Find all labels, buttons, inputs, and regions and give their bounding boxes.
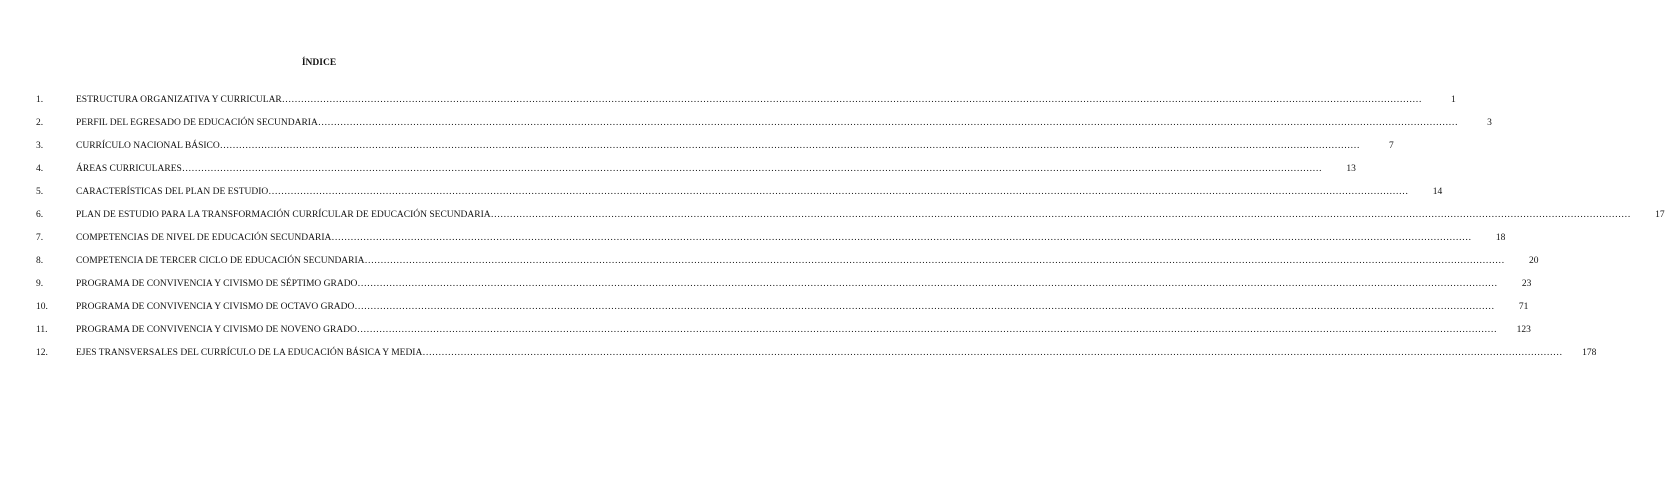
toc-entry-title: COMPETENCIAS DE NIVEL DE EDUCACIÓN SECUNDARIA	[76, 233, 332, 243]
toc-entry-number: 12.	[36, 348, 48, 358]
leader-dots: ………………………………………………………………………………………………………………………………………………………………………………………………………………………………………………………………………………………………………………………………	[219, 141, 1360, 151]
toc-entry-number: 2.	[36, 118, 44, 128]
toc-entry[interactable]	[36, 94, 1456, 117]
toc-entry-title: ESTRUCTURA ORGANIZATIVA Y CURRICULAR	[76, 95, 282, 105]
toc-entry-number: 8.	[36, 256, 44, 266]
toc-entry-title: ÁREAS CURRICULARES	[76, 164, 182, 174]
toc-entry-page: 178	[1582, 348, 1597, 358]
toc-entry-title: EJES TRANSVERSALES DEL CURRÍCULO DE LA EDUCACIÓN BÁSICA Y MEDIA	[76, 348, 423, 358]
toc-entry-page: 23	[1521, 279, 1532, 289]
toc-entry-number: 5.	[36, 187, 44, 197]
leader-dots: ………………………………………………………………………………………………………………………………………………………………………………………………………………………………………………………………………………………………………………………………	[364, 256, 1505, 266]
toc-entry-number: 9.	[36, 279, 44, 289]
toc-entry[interactable]	[36, 324, 1531, 347]
toc-entry[interactable]	[36, 301, 1529, 324]
toc-entry-title: PLAN DE ESTUDIO PARA LA TRANSFORMACIÓN CURRÍCULAR DE EDUCACIÓN SECUNDARIA	[76, 210, 491, 220]
leader-dots: ………………………………………………………………………………………………………………………………………………………………………………………………………………………………………………………………………………………………………………………………	[422, 348, 1563, 358]
leader-dots: ………………………………………………………………………………………………………………………………………………………………………………………………………………………………………………………………………………………………………………………………	[357, 279, 1498, 289]
toc-entry-page: 7	[1389, 141, 1394, 151]
leader-dots: ………………………………………………………………………………………………………………………………………………………………………………………………………………………………………………………………………………………………………………………………	[268, 187, 1409, 197]
toc-entry-title: PROGRAMA DE CONVIVENCIA Y CIVISMO DE OCTAVO GRADO	[76, 302, 355, 312]
leader-dots: ………………………………………………………………………………………………………………………………………………………………………………………………………………………………………………………………………………………………………………………………	[317, 118, 1458, 128]
toc-entry[interactable]	[36, 117, 1492, 140]
toc-entry-number: 3.	[36, 141, 44, 151]
toc-entry[interactable]	[36, 140, 1394, 163]
toc-entry-title: PROGRAMA DE CONVIVENCIA Y CIVISMO DE SÉPTIMO GRADO	[76, 279, 358, 289]
toc-entry[interactable]	[36, 209, 1665, 232]
toc-entry-page: 71	[1518, 302, 1529, 312]
toc-entry-title: CURRÍCULO NACIONAL BÁSICO	[76, 141, 220, 151]
leader-dots: ………………………………………………………………………………………………………………………………………………………………………………………………………………………………………………………………………………………………………………………………	[356, 325, 1497, 335]
table-of-contents	[36, 94, 1665, 370]
toc-entry-page: 123	[1516, 325, 1531, 335]
toc-entry-title: CARACTERÍSTICAS DEL PLAN DE ESTUDIO	[76, 187, 269, 197]
leader-dots: ………………………………………………………………………………………………………………………………………………………………………………………………………………………………………………………………………………………………………………………………	[354, 302, 1495, 312]
toc-entry-title: PERFIL DEL EGRESADO DE EDUCACIÓN SECUNDARIA	[76, 118, 318, 128]
toc-entry-page: 13	[1346, 164, 1356, 174]
toc-entry-number: 11.	[36, 325, 48, 335]
leader-dots: ………………………………………………………………………………………………………………………………………………………………………………………………………………………………………………………………………………………………………………………………	[281, 95, 1422, 105]
toc-entry-title: COMPETENCIA DE TERCER CICLO DE EDUCACIÓN SECUNDARIA	[76, 256, 365, 266]
toc-entry-page: 1	[1451, 95, 1456, 105]
toc-entry[interactable]	[36, 186, 1443, 209]
leader-dots: ………………………………………………………………………………………………………………………………………………………………………………………………………………………………………………………………………………………………………………………………	[490, 210, 1631, 220]
index-title: ÍNDICE	[301, 58, 337, 68]
toc-entry[interactable]	[36, 278, 1532, 301]
toc-entry[interactable]	[36, 347, 1597, 370]
toc-entry-page: 14	[1432, 187, 1443, 197]
leader-dots: ………………………………………………………………………………………………………………………………………………………………………………………………………………………………………………………………………………………………………………………………	[331, 233, 1472, 243]
toc-entry-number: 10.	[36, 302, 48, 312]
toc-entry[interactable]	[36, 232, 1506, 255]
toc-entry-number: 6.	[36, 210, 44, 220]
toc-entry-number: 4.	[36, 164, 44, 174]
leader-dots: ………………………………………………………………………………………………………………………………………………………………………………………………………………………………………………………………………………………………………………………………	[181, 164, 1322, 174]
toc-entry[interactable]	[36, 163, 1356, 186]
toc-entry[interactable]	[36, 255, 1539, 278]
toc-entry-page: 18	[1495, 233, 1506, 243]
toc-entry-page: 3	[1487, 118, 1492, 128]
toc-entry-number: 7.	[36, 233, 44, 243]
toc-entry-page: 20	[1529, 256, 1539, 266]
toc-entry-page: 17	[1655, 210, 1665, 220]
toc-entry-title: PROGRAMA DE CONVIVENCIA Y CIVISMO DE NOVENO GRADO	[76, 325, 357, 335]
toc-entry-number: 1.	[36, 95, 44, 105]
